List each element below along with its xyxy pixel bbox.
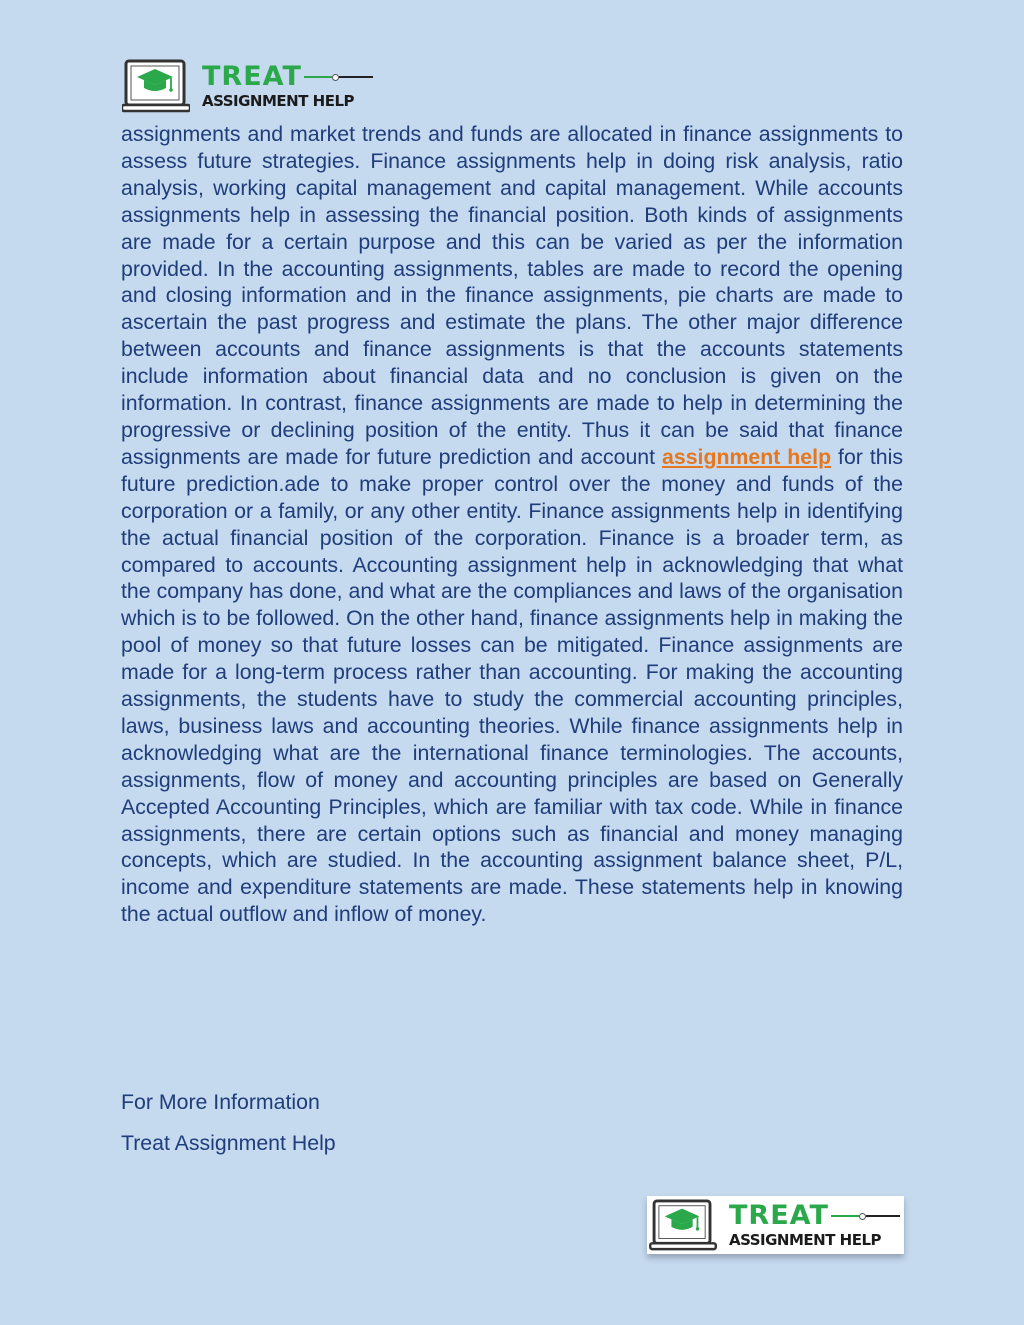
article-text-before-link: assignments and market trends and funds are allocated in finance assignments to assess future strategies. Finance assignments help in doing risk analysis, ratio analysis, working capital management and capital management. While accounts assignments help in assessing the financial position. Both kinds of assignments are made for a certain purpose and this can be varied as per the information provided. In the accounting assignments, tables are made to record the opening and closing information and in the finance assignments, pie charts are made to ascertain the past progress and estimate the plans. The other major difference between accounts and finance assignments is that the accounts statements include information about financial data and no conclusion is given on the information. In contrast, finance assignments are made to help in determining the progressive or declining position of the entity. Thus it can be said that finance assignments are made for future prediction and account	[121, 122, 903, 469]
header-logo	[122, 58, 373, 114]
assignment-help-link[interactable]: assignment help	[662, 444, 832, 469]
footer-logo-subtitle: ASSIGNMENT HELP	[729, 1231, 882, 1249]
laptop-graduation-cap-icon	[122, 58, 190, 114]
footer-company-name: Treat Assignment Help	[121, 1131, 336, 1155]
logo-line-decoration	[304, 74, 373, 81]
logo-line-decoration	[831, 1213, 900, 1220]
article-paragraph	[121, 121, 903, 928]
footer-more-info: For More Information	[121, 1090, 320, 1114]
footer-logo-title: TREAT	[729, 1200, 829, 1231]
logo-title: TREAT	[202, 61, 302, 92]
footer-logo	[647, 1196, 904, 1254]
laptop-graduation-cap-icon	[649, 1198, 717, 1252]
article-text-after-link: for this future prediction.ade to make proper control over the money and funds of the corporation or a family, or any other entity. Finance assignments help in identifying the actual financial position of the corporation. Finance is a broader term, as compared to accounts. Accounting assignment help in acknowledging that what the company has done, and what are the compliances and laws of the organisation which is to be followed. On the other hand, finance assignments help in making the pool of money so that future losses can be mitigated. Finance assignments are made for a long-term process rather than accounting. For making the accounting assignments, the students have to study the commercial accounting principles, laws, business laws and accounting theories. While finance assignments help in acknowledging what are the international finance terminologies. The accounts, assignments, flow of money and accounting principles are based on Generally Accepted Accounting Principles, which are familiar with tax code. While in finance assignments, there are certain options such as financial and money managing concepts, which are studied. In the accounting assignment balance sheet, P/L, income and expenditure statements are made. These statements help in knowing the actual outflow and inflow of money.	[121, 444, 903, 927]
logo-subtitle: ASSIGNMENT HELP	[202, 92, 355, 110]
